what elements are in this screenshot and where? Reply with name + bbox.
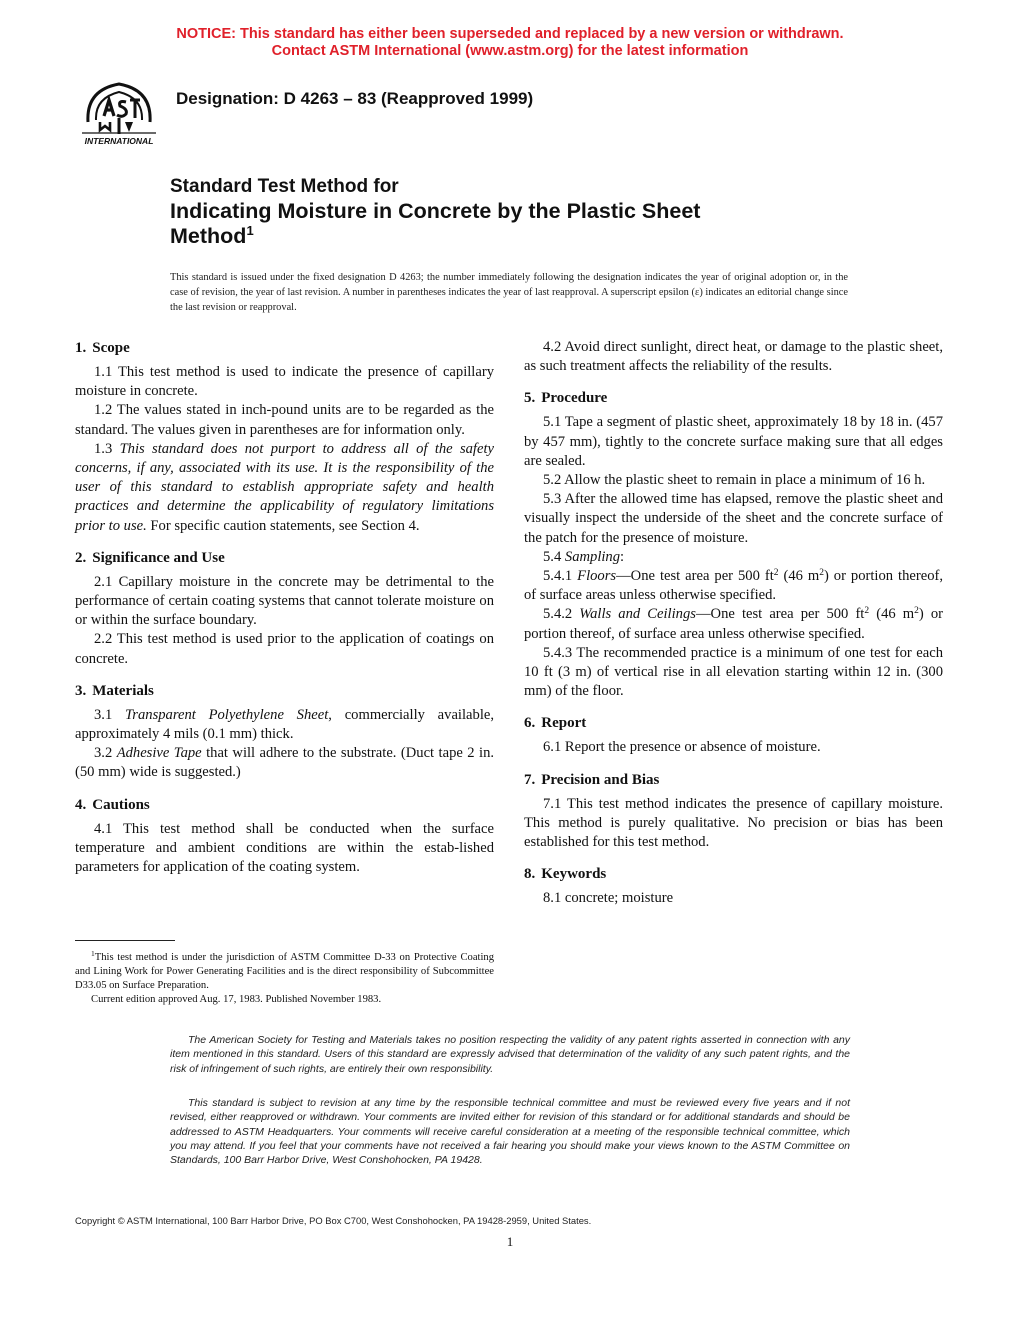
section-heading: 4. Cautions: [75, 796, 150, 813]
paragraph: 5.4.2 Walls and Ceilings—One test area per 500 $ft^2$ (46 $m^2$) or portion thereof, of surface area unless otherwise specified.: [524, 606, 943, 642]
paragraph: 4.2 Avoid direct sunlight, direct heat, or damage to the plastic sheet, as such treatment affects the reliability of the results.: [524, 339, 943, 375]
section-heading: 3. Materials: [75, 682, 154, 699]
paragraph: 5.4.3 The recommended practice is a minimum of one test for each 10 ft (3 m) of vertical rise in all elevation starting within 12 in. (300 mm) of the floor.: [524, 644, 943, 700]
section-heading: 5. Procedure: [524, 390, 608, 407]
paragraph: 3.2 Adhesive Tape that will adhere to the substrate. (Duct tape 2 in. (50 mm) wide is suggested.): [75, 745, 495, 781]
section-heading: 8. Keywords: [524, 866, 607, 883]
revision-statement: This standard is subject to revision at any time by the responsible technical committee and must be reviewed every five years and if not revised, either reapproved or withdrawn. Your comments are invited either for revision of this standard or for additional standards and should be addressed to ASTM Headquarters. Your comments will receive careful consideration at a meeting of the responsible technical committee, which you may attend. If you feel that your comments have not received a fair hearing you should make your views known to the ASTM Committee on Standards, 100 Barr Harbor Drive, West Conshohocken, PA 19428.: [170, 1097, 850, 1167]
left-column: [75, 338, 494, 877]
notice-line-2: Contact ASTM International (www.astm.org) for the latest information: [271, 43, 749, 59]
footnote-edition: Current edition approved Aug. 17, 1983. Published November 1983.: [91, 994, 382, 1005]
title-line-1: Standard Test Method for: [170, 176, 399, 197]
title-line-2: Indicating Moisture in Concrete by the Plastic Sheet: [170, 199, 701, 223]
astm-logo: [78, 76, 160, 148]
paragraph: 4.1 This test method shall be conducted when the surface temperature and ambient conditions are within the estab-lished parameters for application of the coating system.: [75, 820, 494, 876]
paragraph: 3.1 Transparent Polyethylene Sheet, commercially available, approximately 4 mils (0.1 mm) thick.: [75, 706, 494, 743]
section-heading: 6. Report: [524, 715, 587, 732]
issuance-statement: This standard is issued under the fixed designation D 4263; the number immediately following the designation indicates the year of original adoption or, in the case of revision, the year of last revision. A number in parentheses indicates the year of last reapproval. A superscript epsilon (ε) indicates an editorial change since the last revision or reapproval.: [170, 272, 848, 313]
notice-line-1: NOTICE: This standard has either been superseded and replaced by a new version or withdrawn.: [176, 26, 844, 42]
paragraph: 2.1 Capillary moisture in the concrete may be detrimental to the performance of certain coating systems that cannot tolerate moisture on or within the surface boundary.: [75, 573, 494, 629]
paragraph: 5.1 Tape a segment of plastic sheet, approximately 18 by 18 in. (457 by 457 mm), tightly to the concrete surface making sure that all edges are sealed.: [524, 414, 943, 469]
title-footnote-mark: 1: [246, 223, 254, 238]
paragraph: 7.1 This test method indicates the presence of capillary moisture. This method is purely qualitative. No precision or bias has been established for this test method.: [524, 795, 943, 851]
section-heading: 7. Precision and Bias: [524, 771, 660, 788]
paragraph: 8.1 concrete; moisture: [543, 890, 674, 907]
paragraph: 5.4 Sampling:: [543, 548, 625, 565]
footnote-text: $^1$This test method is under the jurisdiction of ASTM Committee D-33 on Protective Coating and Lining Work for Power Generating Facilities and is the direct responsibility of Subcommittee D33.05 on Surface Preparation.: [75, 949, 494, 991]
section-heading: 2. Significance and Use: [75, 549, 225, 566]
paragraph: 1.2 The values stated in inch-pound units are to be regarded as the standard. The values given in parentheses are for information only.: [75, 402, 494, 438]
paragraph: 5.3 After the allowed time has elapsed, remove the plastic sheet and visually inspect the underside of the sheet and the concrete surface of the patch for the presence of moisture.: [524, 491, 943, 546]
paragraph: 2.2 This test method is used prior to the application of coatings on concrete.: [75, 631, 494, 667]
document-title: [170, 175, 950, 249]
section-heading: 1. Scope: [75, 340, 130, 356]
logo-text: INTERNATIONAL: [84, 136, 154, 146]
paragraph: 6.1 Report the presence or absence of moisture.: [543, 739, 821, 756]
footnote-divider: [75, 940, 175, 941]
title-line-3: Method: [170, 224, 247, 248]
astm-logo-icon: [78, 76, 160, 148]
paragraph: 1.3 This standard does not purport to address all of the safety concerns, if any, associated with its use. It is the responsibility of the user of this standard to establish appropriate safety and health practices and determine the applicability of regulatory limitations prior to use. For specific caution statements, see Section 4.: [75, 440, 494, 534]
paragraph: 1.1 This test method is used to indicate the presence of capillary moisture in concrete.: [75, 364, 494, 400]
right-column: [524, 338, 943, 908]
paragraph: 5.4.1 Floors—One test area per 500 $ft^2$ (46 $m^2$) or portion thereof, of surface areas unless otherwise specified.: [524, 568, 943, 604]
page-number: 1: [506, 1234, 514, 1249]
patent-statement: The American Society for Testing and Materials takes no position respecting the validity of any patent rights asserted in connection with any item mentioned in this standard. Users of this standard are expressly advised that determination of the validity of any such patent rights, and the risk of infringement of such rights, are entirely their own responsibility.: [170, 1034, 850, 1075]
paragraph: 5.2 Allow the plastic sheet to remain in place a minimum of 16 h.: [543, 472, 926, 489]
withdrawal-notice: [0, 26, 1020, 60]
footnote: [75, 951, 494, 1007]
copyright: Copyright © ASTM International, 100 Barr Harbor Drive, PO Box C700, West Conshohocken, PA 19428-2959, United States.: [75, 1215, 592, 1226]
designation: Designation: D 4263 – 83 (Reapproved 1999): [176, 89, 534, 108]
